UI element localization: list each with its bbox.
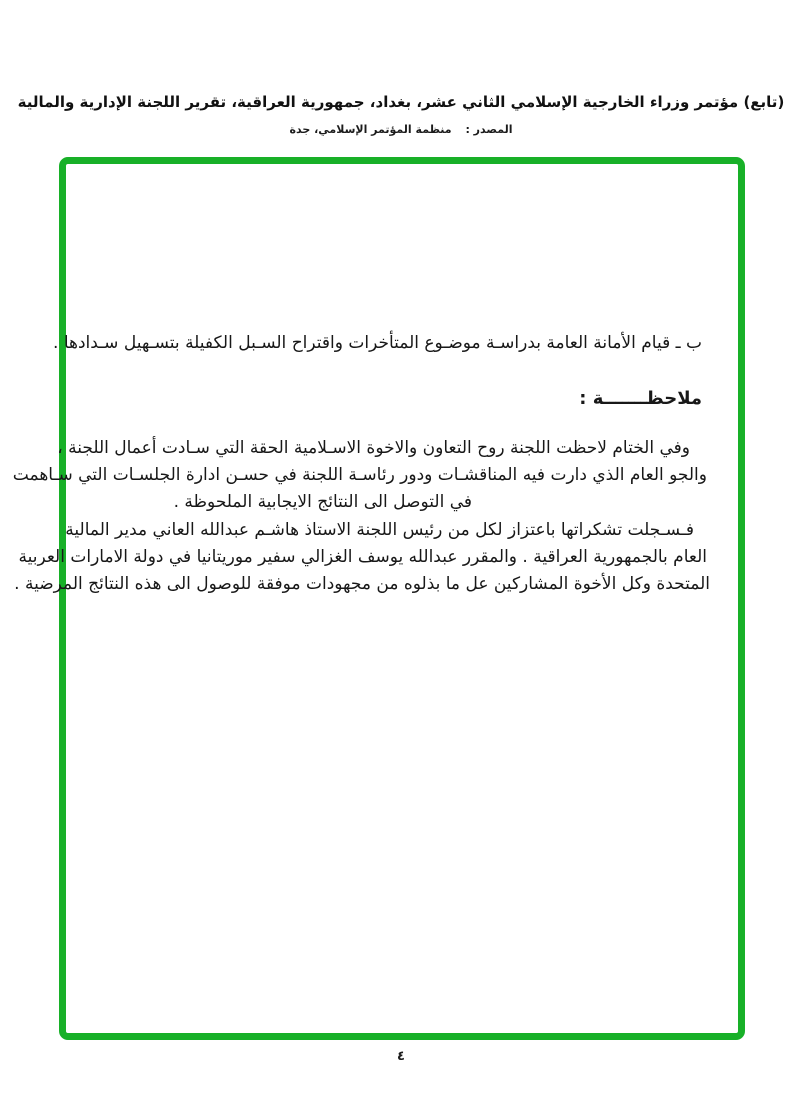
paragraph-1-line-2: والجو العام الذي دارت فيه المناقشـات ودور رئاسـة اللجنة في حسـن ادارة الجلسـات التي سـاهمت	[12, 465, 707, 485]
paragraph-2-line-2: العام بالجمهورية العراقية . والمقرر عبدالله يوسف الغزالي سفير موريتانيا في دولة الامارات العربية	[18, 547, 707, 567]
highlight-border-box	[59, 157, 745, 1040]
document-header-title: (تابع) مؤتمر وزراء الخارجية الإسلامي الثاني عشر، بغداد، جمهورية العراقية، تقرير اللجنة الإدارية والمالية	[17, 93, 785, 111]
source-value: منظمة المؤتمر الإسلامي، جدة	[289, 123, 452, 136]
paragraph-2-line-1: فـسـجلت تشكراتها باعتزاز لكل من رئيس اللجنة الاستاذ هاشـم عبدالله العاني مدير المالية	[65, 520, 694, 540]
clause-item-b: ب ـ قيام الأمانة العامة بدراسـة موضـوع المتأخرات واقتراح السـبل الكفيلة بتسـهيل سـدادها .	[53, 333, 702, 353]
paragraph-1-line-3: في التوصل الى النتائج الايجابية الملحوظة .	[173, 492, 472, 512]
page-number: ٤	[397, 1049, 405, 1064]
note-heading: ملاحظـــــــة :	[579, 388, 702, 409]
paragraph-1-line-1: وفي الختام لاحظت اللجنة روح التعاون والاخوة الاسـلامية الحقة التي سـادت أعمال اللجنة ،	[57, 438, 690, 458]
document-source-line	[0, 123, 802, 136]
source-label: المصدر :	[465, 123, 513, 136]
paragraph-2-line-3: المتحدة وكل الأخوة المشاركين عل ما بذلوه من مجهودات موفقة للوصول الى هذه النتائج المرضية .	[14, 574, 710, 594]
